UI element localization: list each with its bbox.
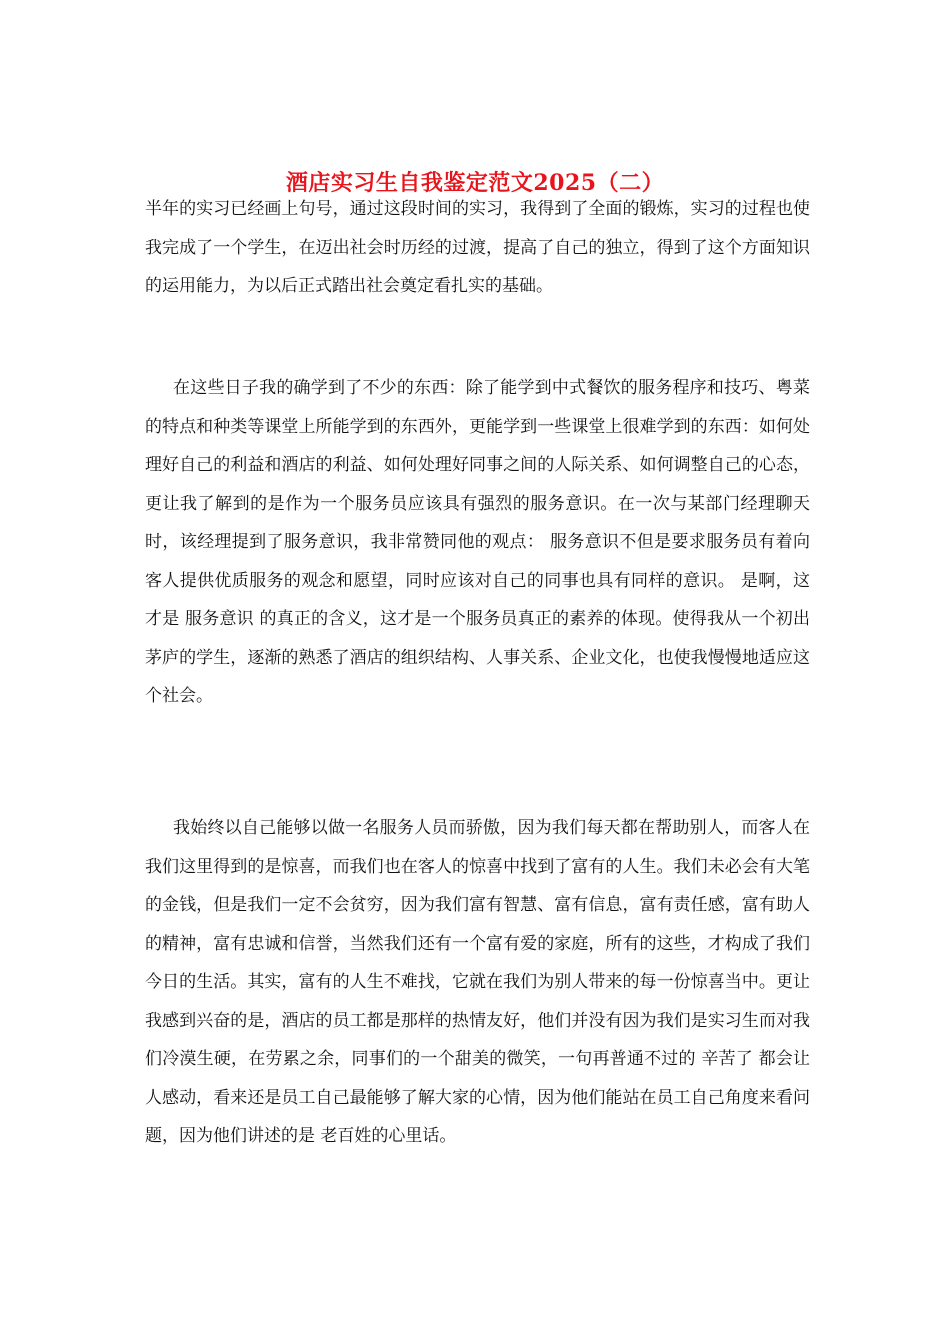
paragraph-1: 半年的实习已经画上句号，通过这段时间的实习，我得到了全面的锻炼，实习的过程也使我完成了一个学生，在迈出社会时历经的过渡，提高了自己的独立，得到了这个方面知识的运用能力，为以后正式踏出社会奠定看扎实的基础。 [145, 199, 810, 296]
document-title: 酒店实习生自我鉴定范文2025（二） [285, 169, 665, 196]
paragraph-2: 在这些日子我的确学到了不少的东西：除了能学到中式餐饮的服务程序和技巧、粤菜的特点和种类等课堂上所能学到的东西外，更能学到一些课堂上很难学到的东西：如何处理好自己的利益和酒店的利益、如何处理好同事之间的人际关系、如何调整自己的心态，更让我了解到的是作为一个服务员应该具有强烈的服务意识。在一次与某部门经理聊天时，该经理提到了服务意识，我非常赞同他的观点： 服务意识不但是要求服务员有着向客人提供优质服务的观念和愿望，同时应该对自己的同事也具有同样的意识。 是啊，这才是 服务意识 的真正的含义，这才是一个服务员真正的素养的体现。使得我从一个初出茅庐的学生，逐渐的熟悉了酒店的组织结构、人事关系、企业文化，也使我慢慢地适应这个社会。 [145, 378, 810, 706]
paragraph-3: 我始终以自己能够以做一名服务人员而骄傲，因为我们每天都在帮助别人，而客人在我们这里得到的是惊喜，而我们也在客人的惊喜中找到了富有的人生。我们未必会有大笔的金钱，但是我们一定不会贫穷，因为我们富有智慧、富有信息，富有责任感，富有助人的精神，富有忠诚和信誉，当然我们还有一个富有爱的家庭，所有的这些，才构成了我们今日的生活。其实，富有的人生不难找，它就在我们为别人带来的每一份惊喜当中。更让我感到兴奋的是，酒店的员工都是那样的热情友好，他们并没有因为我们是实习生而对我们冷漠生硬，在劳累之余，同事们的一个甜美的微笑，一句再普通不过的 辛苦了 都会让人感动，看来还是员工自己最能够了解大家的心情，因为他们能站在员工自己角度来看问题，因为他们讲述的是 老百姓的心里话。 [145, 818, 810, 1146]
